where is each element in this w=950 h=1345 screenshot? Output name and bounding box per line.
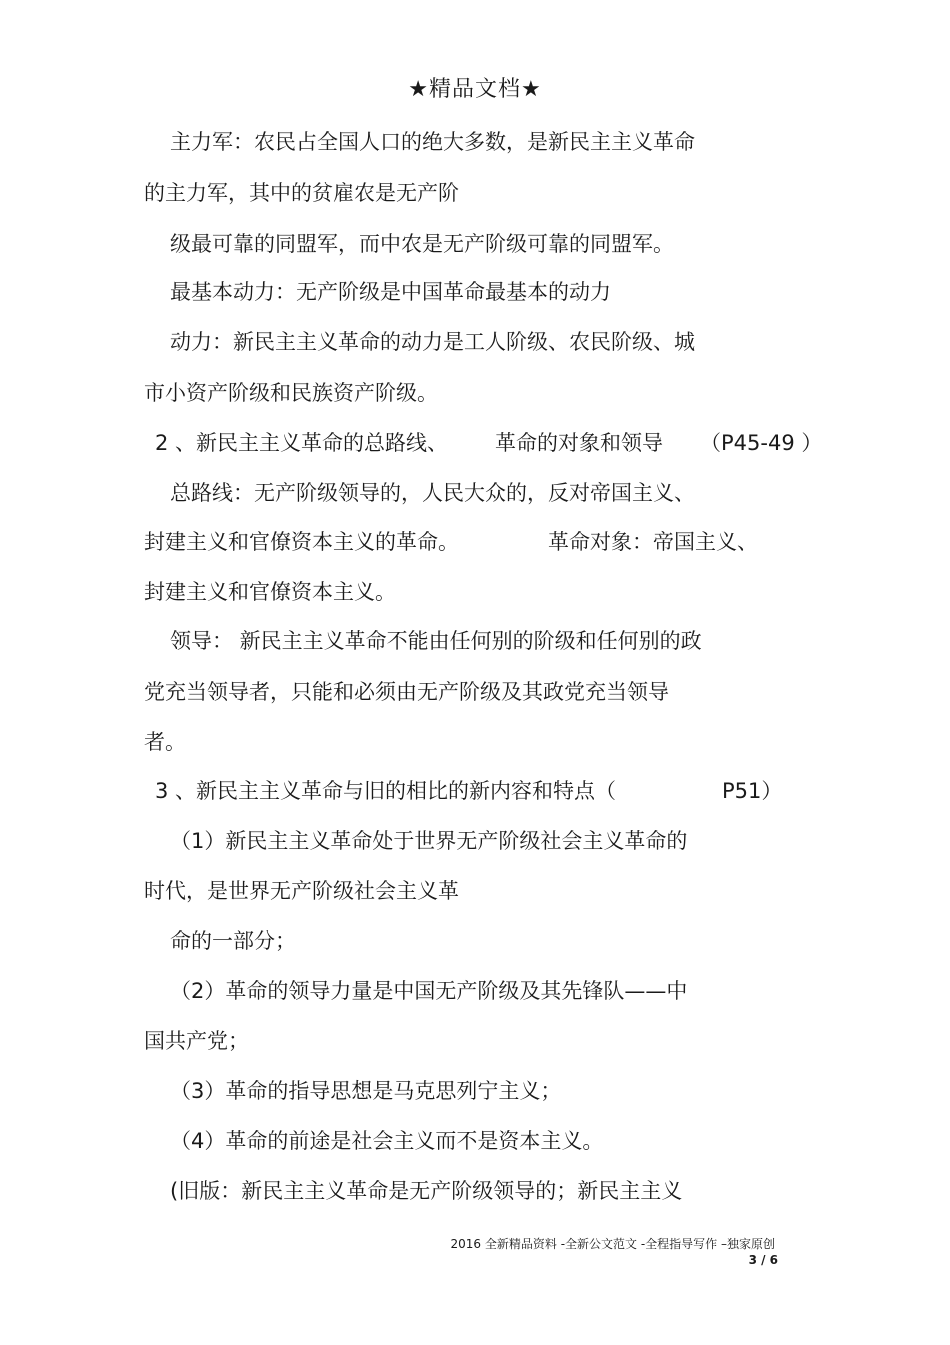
list-item: （2）革命的领导力量是中国无产阶级及其先锋队——中: [170, 979, 688, 1003]
text-line: 级最可靠的同盟军，而中农是无产阶级可靠的同盟军。: [170, 232, 674, 256]
list-item: （1）新民主主义革命处于世界无产阶级社会主义革命的: [170, 829, 688, 853]
text-line: 的主力军，其中的贫雇农是无产阶: [144, 181, 459, 205]
text-line: 时代，是世界无产阶级社会主义革: [144, 879, 459, 903]
text-line: 封建主义和官僚资本主义的革命。: [144, 530, 459, 554]
page-header: ★精品文档★: [408, 77, 542, 102]
section-heading-part: 革命的对象和领导: [495, 431, 663, 455]
text-line: 动力：新民主主义革命的动力是工人阶级、农民阶级、城: [170, 330, 695, 354]
text-line: (旧版：新民主主义革命是无产阶级领导的；新民主主义: [170, 1179, 683, 1203]
section-heading: 3 、新民主主义革命与旧的相比的新内容和特点（: [155, 779, 617, 803]
page-number: 3 / 6: [748, 1253, 778, 1267]
section-heading: 2 、新民主主义革命的总路线、: [155, 431, 449, 455]
text-line: 封建主义和官僚资本主义。: [144, 580, 396, 604]
page-reference: P51）: [722, 779, 783, 803]
list-item: （4）革命的前途是社会主义而不是资本主义。: [170, 1129, 604, 1153]
text-line: 命的一部分；: [170, 929, 296, 953]
text-line-part: 革命对象：帝国主义、: [548, 530, 758, 554]
text-line: 总路线：无产阶级领导的，人民大众的，反对帝国主义、: [170, 481, 695, 505]
list-item: （3）革命的指导思想是马克思列宁主义；: [170, 1079, 562, 1103]
text-line: 党充当领导者，只能和必须由无产阶级及其政党充当领导: [144, 680, 669, 704]
text-line: 主力军：农民占全国人口的绝大多数，是新民主主义革命: [170, 130, 695, 154]
text-line: 者。: [144, 730, 186, 754]
text-line: 市小资产阶级和民族资产阶级。: [144, 381, 438, 405]
page-reference: （P45-49 ）: [700, 431, 823, 455]
page-footer: 2016 全新精品资料 -全新公文范文 -全程指导写作 –独家原创: [450, 1237, 775, 1251]
text-line: 国共产党；: [144, 1029, 249, 1053]
text-line: 最基本动力：无产阶级是中国革命最基本的动力: [170, 280, 611, 304]
text-line: 领导： 新民主主义革命不能由任何别的阶级和任何别的政: [170, 629, 702, 653]
